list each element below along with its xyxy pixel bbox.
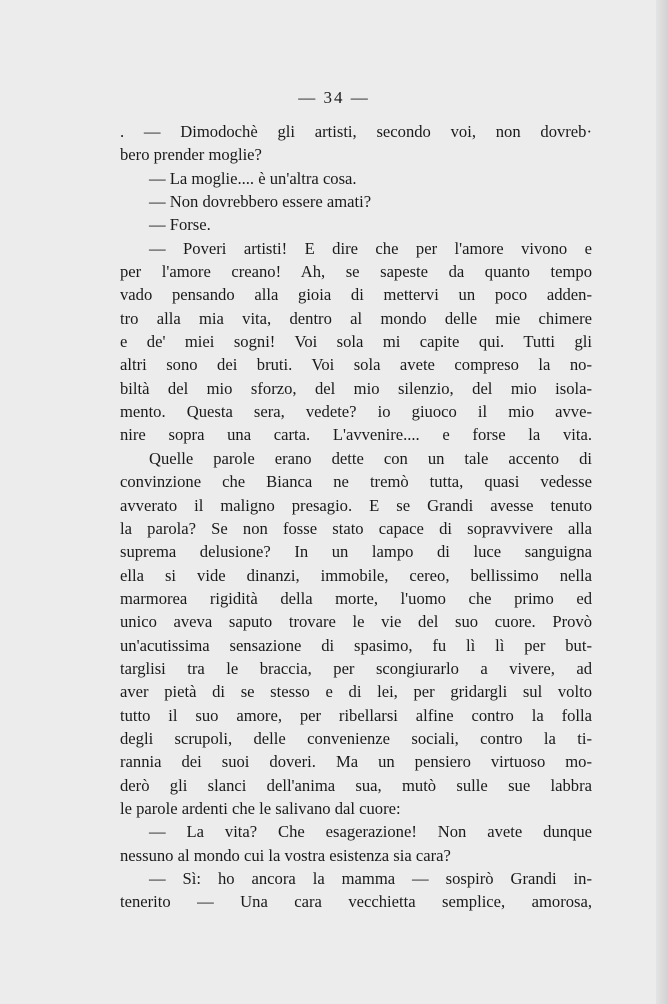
text-line: marmorea rigidità della morte, l'uomo che primo ed [120,588,592,608]
text-line: — Non dovrebbero essere amati? [149,192,372,212]
text-line: convinzione che Bianca ne tremò tutta, quasi vedesse [120,472,592,492]
text-line: derò gli slanci dell'anima sua, mutò sulle sue labbra [120,775,592,795]
text-line: le parole ardenti che le salivano dal cuore: [120,798,401,818]
text-line: rannia dei suoi doveri. Ma un pensiero virtuoso mo- [120,752,592,772]
text-line: — Poveri artisti! E dire che per l'amore vivono e [149,238,592,258]
text-line: nessuno al mondo cui la vostra esistenza sia cara? [120,845,451,865]
text-line: — Sì: ho ancora la mamma — sospirò Grandi in- [149,869,592,888]
page-number: — 34 — [298,88,370,107]
text-line: — La moglie.... è un'altra cosa. [149,168,357,188]
text-line: nire sopra una carta. L'avvenire.... e forse la vita. [120,425,592,445]
text-line: tro alla mia vita, dentro al mondo delle mie chimere [120,308,592,328]
text-line: avverato il maligno presagio. E se Grandi avesse tenuto [120,495,592,515]
text-line: vado pensando alla gioia di mettervi un poco adden- [120,285,592,305]
text-line: ella si vide dinanzi, immobile, cereo, bellissimo nella [120,565,592,585]
body-text [120,120,592,914]
text-line: targlisi tra le braccia, per scongiurarlo a vivere, ad [120,658,592,678]
text-line: suprema delusione? In un lampo di luce sanguigna [120,542,592,562]
text-line: tenerito — Una cara vecchietta semplice, amorosa, [120,892,592,912]
text-line: — La vita? Che esagerazione! Non avete dunque [149,822,592,842]
text-line: bero prender moglie? [120,145,262,165]
text-line: mento. Questa sera, vedete? io giuoco il mio avve- [120,402,592,422]
text-line: — Forse. [149,215,211,235]
page-edge [656,0,668,1004]
text-line: . — Dimodochè gli artisti, secondo voi, non dovreb· [120,122,592,141]
text-line: altri sono dei bruti. Voi sola avete compreso la no- [120,355,592,375]
text-line: la parola? Se non fosse stato capace di sopravvivere alla [120,518,592,538]
text-line: tutto il suo amore, per ribellarsi alfine contro la folla [120,705,592,725]
text-line: e de' miei sogni! Voi sola mi capite qui. Tutti gli [120,332,592,352]
text-line: degli scrupoli, delle convenienze sociali, contro la ti- [120,728,592,748]
text-line: Quelle parole erano dette con un tale accento di [149,448,592,468]
text-line: un'acutissima sensazione di spasimo, fu lì lì per but- [120,635,592,655]
text-line: per l'amore creano! Ah, se sapeste da quanto tempo [120,262,592,282]
text-line: unico aveva saputo trovare le vie del suo cuore. Provò [120,612,592,632]
text-line: biltà del mio sforzo, del mio silenzio, del mio isola- [120,378,592,398]
text-line: aver pietà di se stesso e di lei, per gridargli sul volto [120,682,592,702]
